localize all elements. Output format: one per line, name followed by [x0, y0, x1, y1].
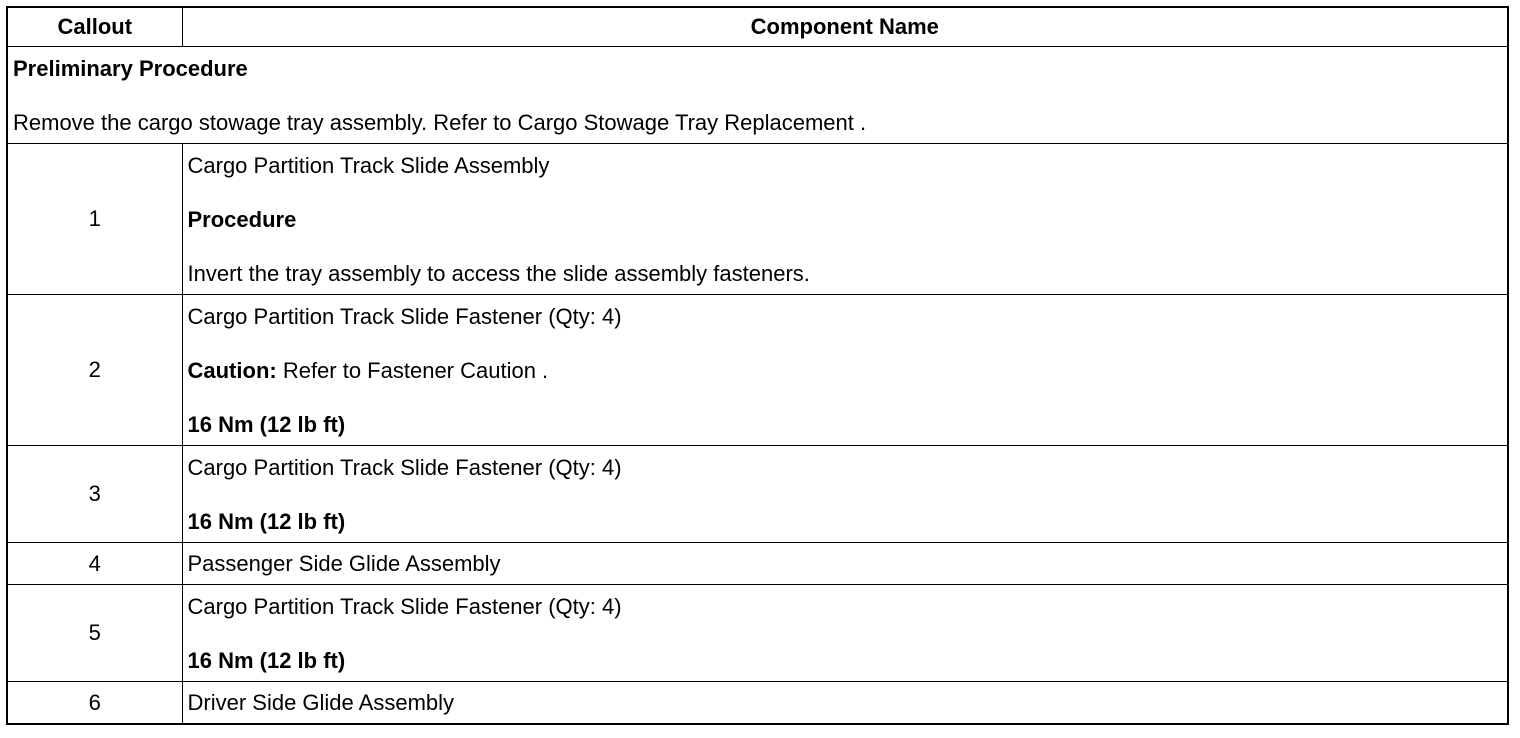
header-row — [7, 7, 1508, 47]
component-cell — [182, 682, 1508, 725]
component-cell — [182, 543, 1508, 585]
component-cell — [182, 144, 1508, 295]
component-name: Cargo Partition Track Slide Assembly — [187, 152, 550, 178]
table-row — [7, 682, 1508, 725]
table-row — [7, 585, 1508, 682]
table-row — [7, 144, 1508, 295]
caution-label: Caution: — [187, 357, 277, 383]
component-name: Passenger Side Glide Assembly — [187, 551, 501, 576]
caution-note — [188, 357, 1508, 384]
component-cell — [182, 585, 1508, 682]
table-row — [7, 543, 1508, 585]
procedure-label: Procedure — [187, 206, 297, 232]
torque-spec: 16 Nm (12 lb ft) — [187, 647, 346, 673]
callout-number: 3 — [7, 446, 182, 543]
component-name: Cargo Partition Track Slide Fastener (Qty: 4) — [187, 454, 622, 480]
component-cell — [182, 446, 1508, 543]
callout-number: 2 — [7, 295, 182, 446]
callout-number: 4 — [7, 543, 182, 585]
header-component-name: Component Name — [182, 7, 1508, 47]
component-name: Driver Side Glide Assembly — [187, 690, 455, 715]
preliminary-text: Remove the cargo stowage tray assembly. Refer to Cargo Stowage Tray Replacement . — [13, 109, 867, 135]
component-name: Cargo Partition Track Slide Fastener (Qty: 4) — [187, 303, 622, 329]
preliminary-cell — [7, 47, 1508, 144]
torque-spec: 16 Nm (12 lb ft) — [187, 411, 346, 437]
callout-number: 5 — [7, 585, 182, 682]
procedure-text: Invert the tray assembly to access the slide assembly fasteners. — [187, 260, 810, 286]
callout-number: 6 — [7, 682, 182, 725]
preliminary-title: Preliminary Procedure — [13, 55, 248, 81]
component-name: Cargo Partition Track Slide Fastener (Qty: 4) — [187, 593, 622, 619]
caution-text: Refer to Fastener Caution . — [276, 357, 549, 383]
component-cell — [182, 295, 1508, 446]
component-table — [6, 6, 1509, 725]
table-row — [7, 295, 1508, 446]
preliminary-row — [7, 47, 1508, 144]
callout-number: 1 — [7, 144, 182, 295]
torque-spec: 16 Nm (12 lb ft) — [187, 508, 346, 534]
table-row — [7, 446, 1508, 543]
header-callout: Callout — [7, 7, 182, 47]
